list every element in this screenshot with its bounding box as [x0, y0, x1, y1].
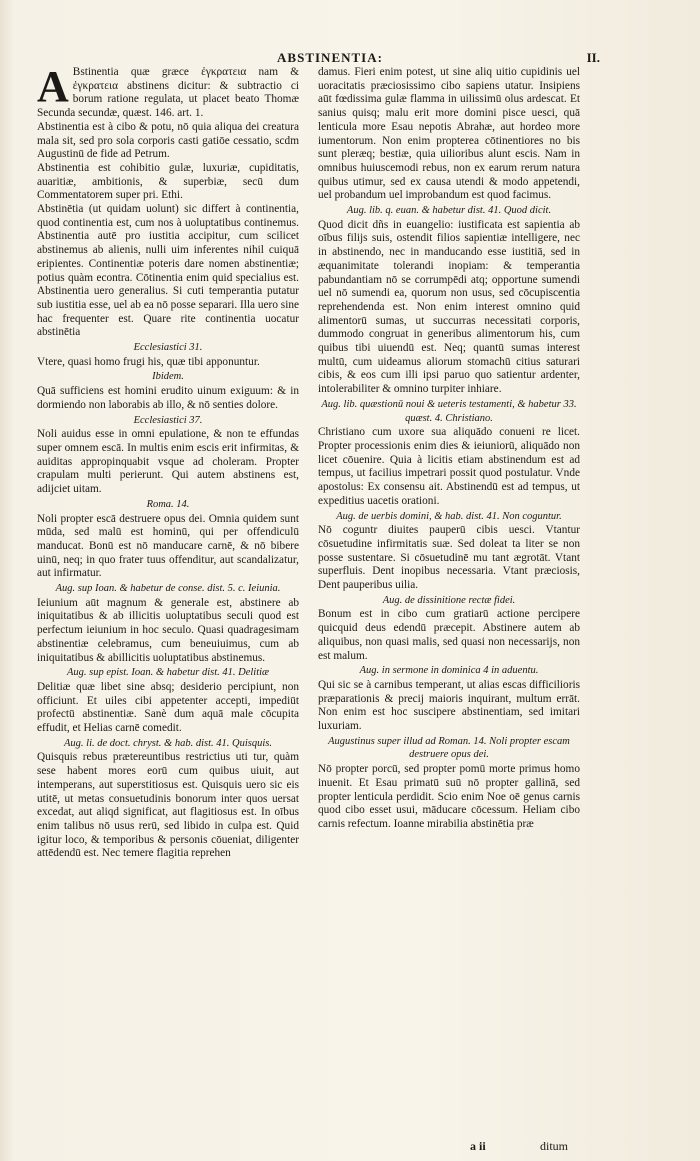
citation-heading: Aug. sup epist. Ioan. & habetur dist. 41. Delitiæ [66, 667, 270, 679]
citation-heading: Aug. lib. q. euan. & habetur dist. 41. Quod dicit. [346, 205, 552, 217]
citation-heading: Aug. li. de doct. chryst. & hab. dist. 41. Quisquis. [64, 737, 272, 749]
text-paragraph: Quā sufficiens est homini erudito uinum exiguum: & in dormiendo non laborabis ab illo, & nō senties dolore. [37, 385, 299, 411]
citation-heading: Aug. sup Ioan. & habetur de conse. dist. 5. c. Ieiunia. [55, 583, 281, 595]
text-paragraph: Quod dicit dñs in euangelio: iustificata est sapientia ab oībus filijs suis, ostendit filios sapientiæ intelligere, nec in abstinendo, nec in manducando esse iustitiā, sed in æquanimitate tolerandi inopiam: & temperantia pabundantiam nō se corrumpēdi atq; opportune sumendi uel nō sumendi ea, quorum non usus, sed cōcupiscentia reprehendenda est. Non enim interest omnino quid alimentorū sumas, ut succurras necessitati corporis, dummodo congruat in generibus alimentorum his, cum quibus tibi uiuendū est. Neq; quantū sumas interest multū, cum uideamus aliorum stomachū citius saturari cibis, & eos cum illi ipsi paruo quo satientur ardenter, intolerabiliter & omnino turpiter inhiare. [318, 218, 580, 396]
text-paragraph: damus. Fieri enim potest, ut sine aliq uitio cupidinis uel uoracitatis præciosissimo cibo sapiens utatur. Insipiens aūt fœdissima gulæ flamma in uilissimū olus ardescat. Et sanius quisq; malu erit more domini pisce uesci, quā lenticula more Esau nepotis Abrahæ, aut hordeo more iumentorum. Non enim propterea cōtinentiores no bis sunt pleræq; bestiæ, quia uilioribus alunt escis. Nam in omnibus huiuscemodi rebus, non ex earum rerum natura quibus utimur, sed ex causa utendi & modo appetendi, uel probandum uel improbandum est quod facimus. [318, 66, 580, 202]
catchword: ditum [540, 1139, 569, 1153]
text-paragraph: Vtere, quasi homo frugi his, quæ tibi apponuntur. [37, 355, 260, 368]
text-paragraph: Noli propter escā destruere opus dei. Omnia quidem sunt mūda, sed malū est hominū, qui per offendiculū manducat. Bonū est nō manducare carnē, & nō bibere uinū, neq; in quo frater tuus offenditur, aut scandalizatur, aut infirmatur. [37, 512, 299, 580]
text-paragraph: Abstinentia est à cibo & potu, nō quia aliqua dei creatura mala sit, sed pro sola corporis casti gatiōe cessatio, scdm Augustinū de fide ad Petrum. [37, 120, 299, 161]
running-head: ABSTINENTIA: [277, 50, 383, 65]
signature-mark: a ii [470, 1139, 486, 1153]
text-paragraph: Delitiæ quæ libet sine absq; desiderio percipiunt, non officiunt. Et uiles cibi appetenter accepti, impediūt profectū abstinentiæ. Sanè dum aquā male cōcupita effudit, et Helias carnē comedit. [37, 680, 299, 735]
folio-number: II. [586, 50, 600, 65]
citation-heading: Aug. in sermone in dominica 4 in aduentu. [359, 665, 539, 677]
text-paragraph: Abstinētia (ut quidam uolunt) sic differt à continentia, quod continentia est, cum nos à uoluptatibus continemus. Abstinentia autē pro iustitia accipitur, cum scilicet abstinemus ab alienis, nulli uim inferentes nihil cuiquā eripientes. Continentiæ poteris dare nomen abstinentiæ; potius quàm econtra. Cōtinentia enim quid specialius est. Abstinentia uero generalius. Si cuti temperantia putatur sub iustitia esse, uel ab ea nō posse separari. Illa uero sine hac frequenter est. Quare rite continentia uocatur abstinētia [37, 203, 299, 339]
text-paragraph: Nō coguntr diuites pauperū cibis uesci. Vtantur cōsuetudine infirmitatis suæ. Sed doleat ta liter se non posse sustentare. Si cōsuetudinē mu tant ægrotāt. Vtant superfluis. Dent inopibus necessaria. Vtant præciosis, Dent pauperibus uilia. [318, 524, 580, 592]
text-paragraph: Bonum est in cibo cum gratiarū actione percipere quicquid deus edendū præcepit. Abstinere autem ab aliquibus, non quasi malis, sed quasi non necessarijs, non est malum. [318, 608, 580, 662]
text-paragraph: Abstinentia est cohibitio gulæ, luxuriæ, cupiditatis, auaritiæ, ambitionis, & superbiæ, secū dum Commentatorem super pri. Ethi. [37, 161, 299, 202]
drop-cap-initial: A [37, 62, 69, 111]
citation-heading: Aug. de dissinitione rectæ fidei. [382, 594, 516, 606]
citation-heading: Aug. lib. quæstionū noui & ueteris testamenti, & habetur 33. quæst. 4. Christiano. [321, 398, 577, 424]
text-paragraph: Ieiunium aūt magnum & generale est, abstinere ab iniquitatibus & ab illicitis uoluptatibus seculi quod est perfectum ieiunium in hoc seculo. Quasi quadragesimam abstinentiæ celebramus, cum beneuiuimus, cum ab iniquitatibus & abillicitis uoluptatibus abstinemus. [37, 596, 299, 664]
citation-heading: Aug. de uerbis domini, & hab. dist. 41. Non coguntur. [336, 510, 562, 522]
text-paragraph: Bstinentia quæ græce ἐγκρατεια nam & ἐγκρατεια abstinens dicitur: & subtractio ci borum ratione regulata, ut placet beato Thomæ Secunda secundæ, quæst. 146. art. 1. [37, 66, 299, 120]
text-paragraph: Noli auidus esse in omni epulatione, & non te effundas super omnem escā. In multis enim escis erit infirmitas, & auiditas appropinquabit vsque ad choleram. Propter crapulam multi perierunt. Qui autem abstinens est, adijciet uitam. [37, 428, 299, 496]
right-text-column [318, 66, 580, 832]
citation-heading: Ecclesiastici 37. [133, 414, 203, 426]
left-text-column [37, 62, 299, 861]
citation-heading: Ibidem. [152, 371, 184, 383]
citation-heading: Roma. 14. [146, 498, 190, 510]
text-paragraph: Quisquis rebus prætereuntibus restrictius uti tur, quàm sese habent mores eorū cum quibus uiuit, aut intemperans, aut superstitiosus est. Quisquis uero sic eis utitē, ut metas consuetudinis bonorum inter quos uersat excedat, aut aliqd significat, aut flagitiosus est. In oībus enim talibus nō usus rerū, sed libido in culpa est. Quid igitur loco, & temporibus & personis cōueniat, diligenter attēdendū est. Nec temere flagitia reprehen [37, 751, 299, 860]
text-paragraph: Nō propter porcū, sed propter pomū morte primus homo inuenit. Et Esau primatū suū nō propter gallinā, sed propter lenticula perdidit. Scio enim Noe oē genus carnis quod cibo esset usui, māducare cōcessum. Heliam cibo carnis refectum. Ioanne mirabilia abstinētia præ [318, 763, 580, 830]
text-paragraph: Qui sic se à carnibus temperant, ut alias escas difficilioris præparationis & precij maioris inquirant, multum errāt. Non enim est hoc suscipere abstinentiam, sed imitari luxuriam. [318, 678, 580, 733]
text-paragraph: Christiano cum uxore sua aliquādo conueni re licet. Propter processionis enim dies & ieiuniorū, aliquādo non licet cōuenire. Quia à licitis etiam abstinendum est ad tempus, ut facilius impetrari possit quod postulatur. Vnde apostolus: Ex consensu ait. Abstinendū est ad tempus, ut expeditius uacetis orationi. [318, 426, 580, 507]
citation-heading: Augustinus super illud ad Roman. 14. Noli propter escam destruere opus dei. [328, 735, 570, 761]
citation-heading: Ecclesiastici 31. [133, 342, 203, 354]
